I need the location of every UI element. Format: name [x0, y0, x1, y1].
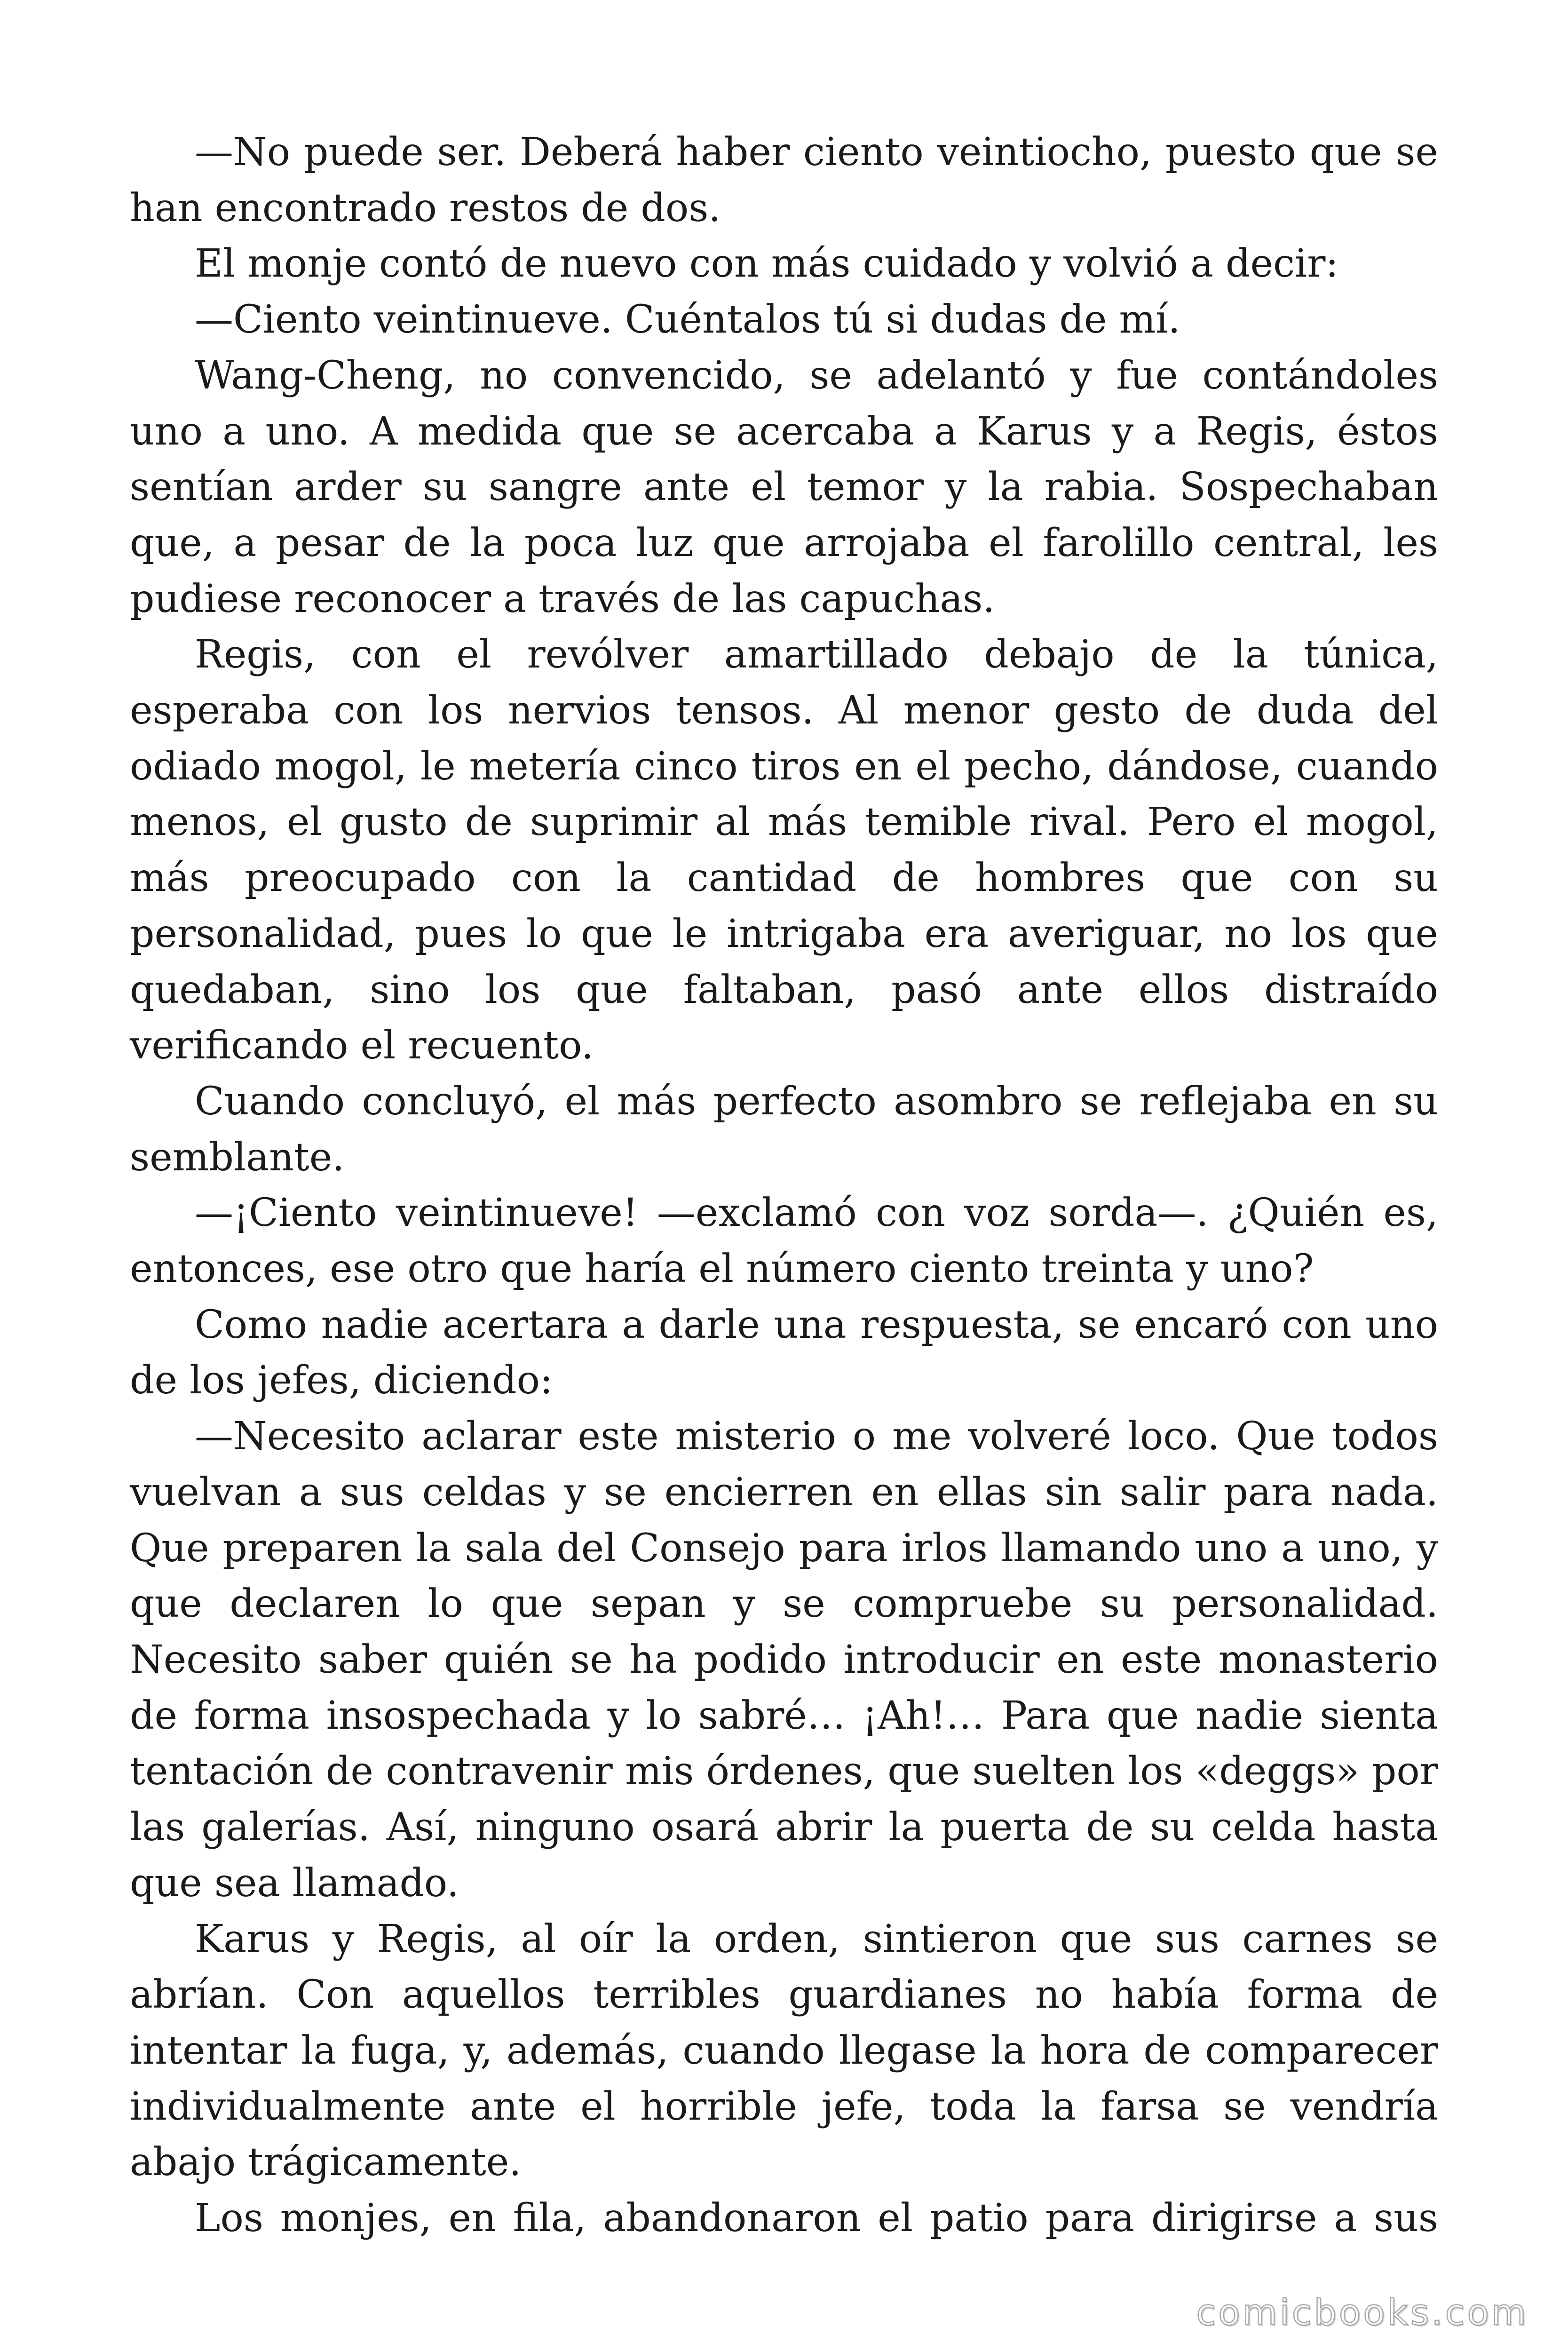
paragraph: —¡Ciento veintinueve! —exclamó con voz sorda—. ¿Quién es, entonces, ese otro que haría el número ciento treinta y uno?	[130, 1191, 1438, 1292]
paragraph-continued: Los monjes, en fila, abandonaron el patio para dirigirse a sus	[195, 2196, 1438, 2241]
paragraph: Como nadie acertara a darle una respuesta, se encaró con uno de los jefes, diciendo:	[130, 1302, 1438, 1403]
paragraph: Wang-Cheng, no convencido, se adelantó y fue contándoles uno a uno. A medida que se acercaba a Karus y a Regis, éstos sentían arder su sangre ante el temor y la rabia. Sospechaban que, a pesar de la poca luz que arrojaba el farolillo central, les pudiese reconocer a través de las capuchas.	[130, 353, 1438, 621]
paragraph: Cuando concluyó, el más perfecto asombro se reflejaba en su semblante.	[130, 1079, 1438, 1180]
paragraph: El monje contó de nuevo con más cuidado y volvió a decir:	[195, 241, 1339, 286]
paragraph: Karus y Regis, al oír la orden, sintieron que sus carnes se abrían. Con aquellos terribles guardianes no había forma de intentar la fuga, y, además, cuando llegase la hora de comparecer individualmente ante el horrible jefe, toda la farsa se vendría abajo trágicamente.	[130, 1916, 1438, 2185]
watermark: comicbooks.com	[1196, 2291, 1528, 2333]
paragraph: Regis, con el revólver amartillado debajo de la túnica, esperaba con los nervios tensos. Al menor gesto de duda del odiado mogol, le metería cinco tiros en el pecho, dándose, cuando menos, el gusto de suprimir al más temible rival. Pero el mogol, más preocupado con la cantidad de hombres que con su personalidad, pues lo que le intrigaba era averiguar, no los que quedaban, sino los que faltaban, pasó ante ellos distraído verificando el recuento.	[130, 632, 1438, 1068]
paragraph: —Ciento veintinueve. Cuéntalos tú si dudas de mí.	[195, 297, 1180, 342]
paragraph: —No puede ser. Deberá haber ciento veintiocho, puesto que se han encontrado restos de dos.	[130, 130, 1438, 230]
paragraph: —Necesito aclarar este misterio o me volveré loco. Que todos vuelvan a sus celdas y se encierren en ellas sin salir para nada. Que preparen la sala del Consejo para irlos llamando uno a uno, y que declaren lo que sepan y se compruebe su personalidad. Necesito saber quién se ha podido introducir en este monasterio de forma insospechada y lo sabré… ¡Ah!… Para que nadie sienta tentación de contravenir mis órdenes, que suelten los «deggs» por las galerías. Así, ninguno osará abrir la puerta de su celda hasta que sea llamado.	[130, 1414, 1438, 1906]
body-text	[130, 125, 1438, 2247]
